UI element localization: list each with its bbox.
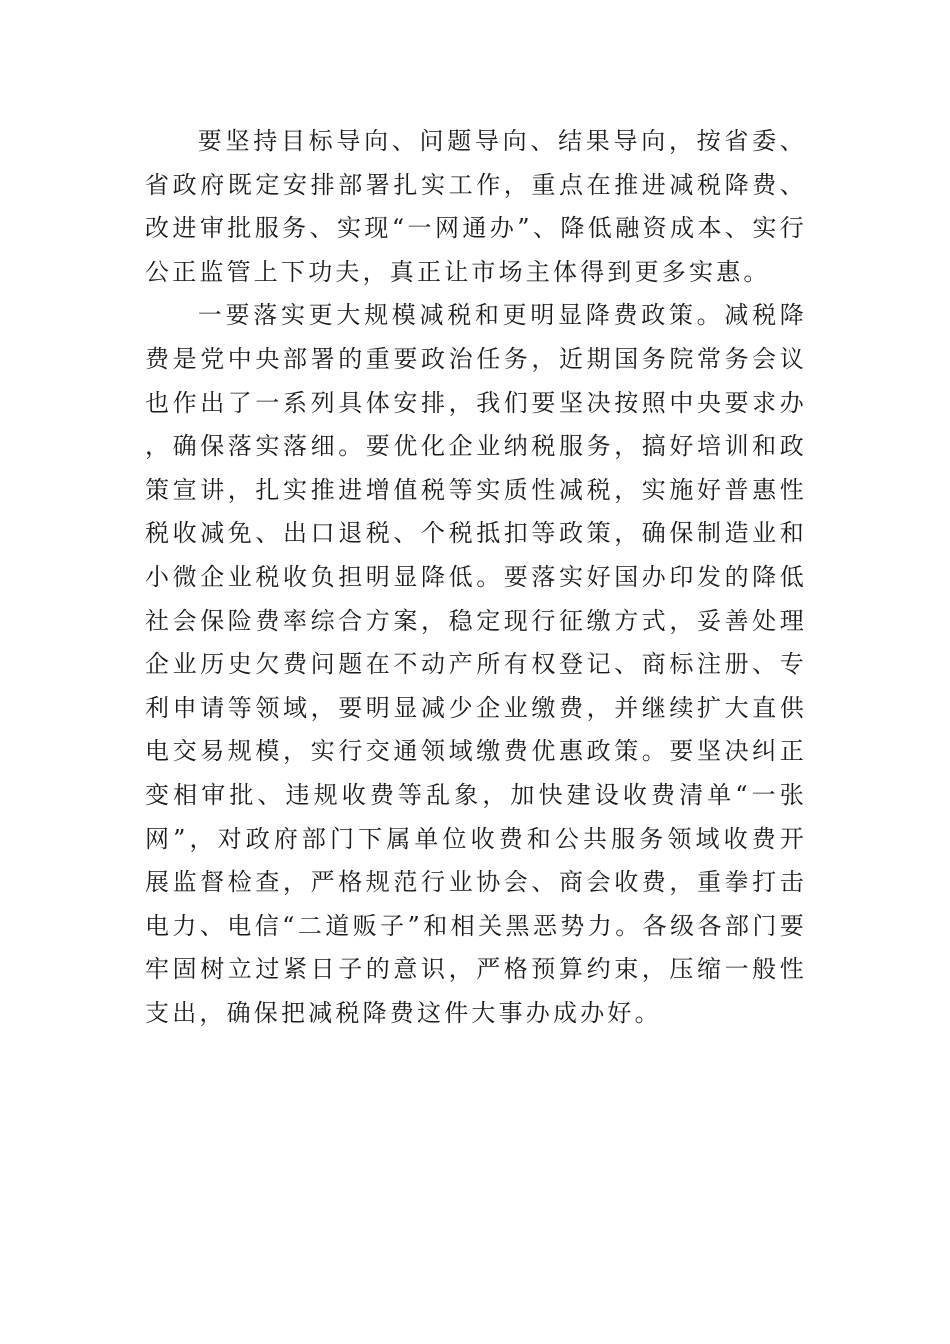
paragraph-tax-fee-reduction: 一要落实更大规模减税和更明显降费政策。减税降费是党中央部署的重要政治任务，近期国务院常务会议也作出了一系列具体安排，我们要坚决按照中央要求办，确保落实落细。要优化企业纳税服务，搞好培训和政策宣讲，扎实推进增值税等实质性减税，实施好普惠性税收减免、出口退税、个税抵扣等政策，确保制造业和小微企业税收负担明显降低。要落实好国办印发的降低社会保险费率综合方案，稳定现行征缴方式，妥善处理企业历史欠费问题在不动产所有权登记、商标注册、专利申请等领域，要明显减少企业缴费，并继续扩大直供电交易规模，实行交通领域缴费优惠政策。要坚决纠正变相审批、违规收费等乱象，加快建设收费清单“一张网”，对政府部门下属单位收费和公共服务领域收费开展监督检查，严格规范行业协会、商会收费，重拳打击电力、电信“二道贩子”和相关黑恶势力。各级各部门要牢固树立过紧日子的意识，严格预算约束，压缩一般性支出，确保把减税降费这件大事办成办好。 — [145, 301, 807, 1027]
paragraph-goal-orientation: 要坚持目标导向、问题导向、结果导向，按省委、省政府既定安排部署扎实工作，重点在推进减税降费、改进审批服务、实现“一网通办”、降低融资成本、实行公正监管上下功夫，真正让市场主体得到更多实惠。 — [145, 127, 807, 286]
document-body — [145, 120, 807, 1035]
